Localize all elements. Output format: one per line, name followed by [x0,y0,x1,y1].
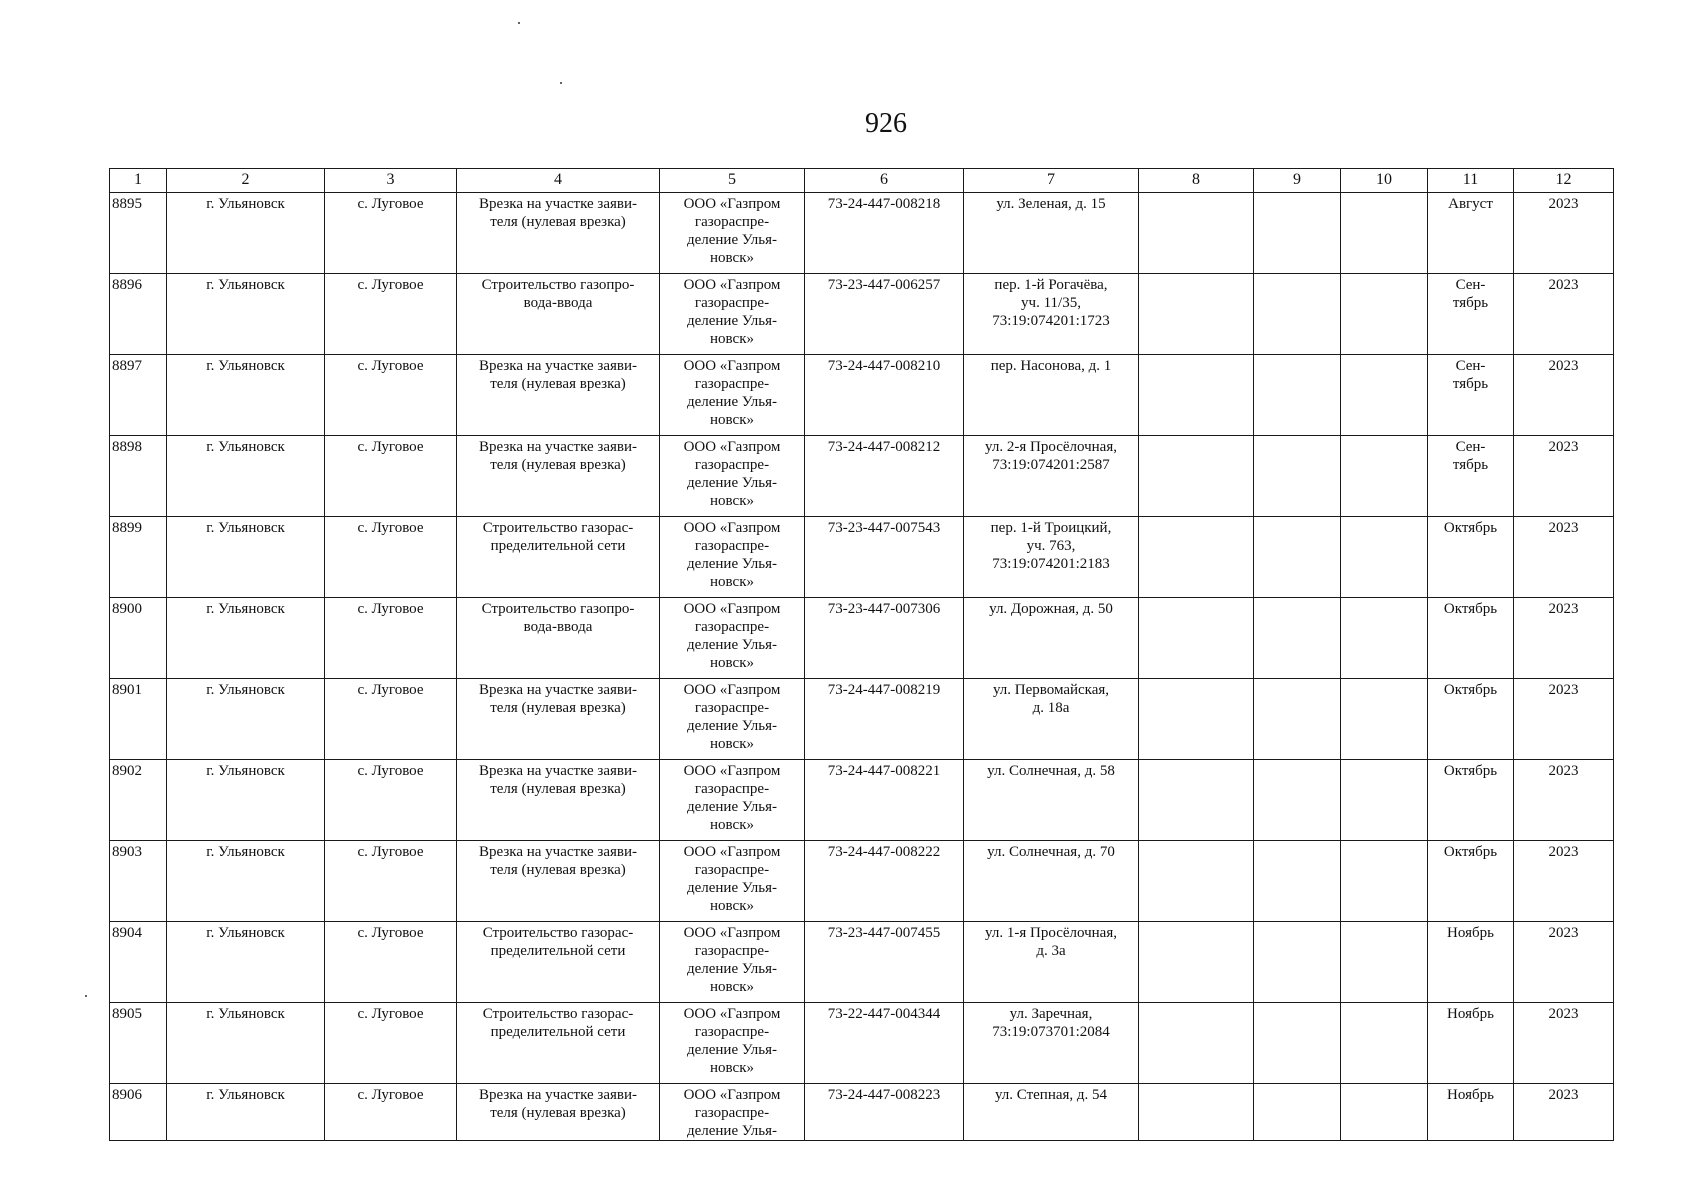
cell-year: 2023 [1514,193,1614,274]
cell-year: 2023 [1514,679,1614,760]
cell-col-10 [1341,274,1428,355]
cell-col-9 [1254,760,1341,841]
cell-address: ул. Зеленая, д. 15 [964,193,1139,274]
cell-work-type: Строительство газорас- пределительной сети [457,922,660,1003]
cell-month: Сен- тябрь [1428,274,1514,355]
cell-settlement: с. Луговое [325,1084,457,1141]
cell-col-8 [1139,679,1254,760]
table-row [110,1003,1614,1084]
cell-application-code: 73-22-447-004344 [805,1003,964,1084]
cell-application-code: 73-24-447-008221 [805,760,964,841]
cell-col-9 [1254,436,1341,517]
table-row [110,274,1614,355]
cell-col-9 [1254,1003,1341,1084]
cell-col-10 [1341,598,1428,679]
cell-month: Ноябрь [1428,1084,1514,1141]
cell-col-8 [1139,517,1254,598]
column-header: 8 [1139,169,1254,193]
cell-col-9 [1254,355,1341,436]
cell-col-9 [1254,922,1341,1003]
column-header: 3 [325,169,457,193]
cell-city: г. Ульяновск [167,922,325,1003]
cell-year: 2023 [1514,1003,1614,1084]
cell-city: г. Ульяновск [167,679,325,760]
cell-address: пер. 1-й Троицкий, уч. 763, 73:19:074201:2183 [964,517,1139,598]
column-header: 7 [964,169,1139,193]
table-row [110,598,1614,679]
cell-organization: ООО «Газпром газораспре- деление Улья- новск» [660,193,805,274]
column-header: 11 [1428,169,1514,193]
cell-month: Ноябрь [1428,922,1514,1003]
table-row [110,679,1614,760]
cell-row-number: 8903 [110,841,167,922]
cell-city: г. Ульяновск [167,436,325,517]
column-number-row [110,169,1614,193]
cell-col-10 [1341,760,1428,841]
cell-settlement: с. Луговое [325,841,457,922]
cell-city: г. Ульяновск [167,193,325,274]
cell-row-number: 8898 [110,436,167,517]
cell-work-type: Врезка на участке заяви- теля (нулевая врезка) [457,1084,660,1141]
cell-col-10 [1341,193,1428,274]
cell-col-8 [1139,598,1254,679]
column-header: 6 [805,169,964,193]
cell-organization: ООО «Газпром газораспре- деление Улья- новск» [660,760,805,841]
cell-address: ул. Солнечная, д. 70 [964,841,1139,922]
cell-col-9 [1254,1084,1341,1141]
cell-work-type: Строительство газопро- вода-ввода [457,274,660,355]
cell-month: Октябрь [1428,598,1514,679]
cell-col-10 [1341,679,1428,760]
cell-organization: ООО «Газпром газораспре- деление Улья- [660,1084,805,1141]
cell-row-number: 8906 [110,1084,167,1141]
cell-settlement: с. Луговое [325,1003,457,1084]
cell-city: г. Ульяновск [167,274,325,355]
cell-work-type: Врезка на участке заяви- теля (нулевая врезка) [457,355,660,436]
cell-col-9 [1254,841,1341,922]
cell-work-type: Врезка на участке заяви- теля (нулевая врезка) [457,436,660,517]
cell-settlement: с. Луговое [325,193,457,274]
cell-year: 2023 [1514,436,1614,517]
cell-address: ул. Первомайская, д. 18а [964,679,1139,760]
cell-month: Октябрь [1428,679,1514,760]
cell-col-8 [1139,922,1254,1003]
cell-year: 2023 [1514,355,1614,436]
cell-application-code: 73-24-447-008212 [805,436,964,517]
cell-application-code: 73-23-447-007455 [805,922,964,1003]
table-row [110,922,1614,1003]
cell-col-9 [1254,679,1341,760]
cell-col-10 [1341,436,1428,517]
table-row [110,436,1614,517]
cell-organization: ООО «Газпром газораспре- деление Улья- новск» [660,922,805,1003]
cell-col-8 [1139,355,1254,436]
cell-col-8 [1139,841,1254,922]
cell-row-number: 8902 [110,760,167,841]
cell-application-code: 73-23-447-007543 [805,517,964,598]
cell-address: пер. Насонова, д. 1 [964,355,1139,436]
cell-year: 2023 [1514,517,1614,598]
cell-month: Август [1428,193,1514,274]
scan-speck [85,995,87,997]
cell-settlement: с. Луговое [325,355,457,436]
cell-application-code: 73-24-447-008222 [805,841,964,922]
cell-col-10 [1341,841,1428,922]
scan-speck [560,82,562,84]
cell-month: Ноябрь [1428,1003,1514,1084]
table-row [110,760,1614,841]
cell-city: г. Ульяновск [167,760,325,841]
cell-city: г. Ульяновск [167,517,325,598]
cell-organization: ООО «Газпром газораспре- деление Улья- новск» [660,355,805,436]
cell-row-number: 8901 [110,679,167,760]
cell-row-number: 8905 [110,1003,167,1084]
cell-col-8 [1139,760,1254,841]
cell-settlement: с. Луговое [325,760,457,841]
cell-year: 2023 [1514,1084,1614,1141]
cell-row-number: 8895 [110,193,167,274]
cell-year: 2023 [1514,598,1614,679]
cell-organization: ООО «Газпром газораспре- деление Улья- новск» [660,598,805,679]
cell-organization: ООО «Газпром газораспре- деление Улья- новск» [660,1003,805,1084]
cell-city: г. Ульяновск [167,1084,325,1141]
cell-application-code: 73-24-447-008218 [805,193,964,274]
cell-col-9 [1254,598,1341,679]
cell-organization: ООО «Газпром газораспре- деление Улья- новск» [660,679,805,760]
cell-work-type: Врезка на участке заяви- теля (нулевая врезка) [457,193,660,274]
cell-year: 2023 [1514,922,1614,1003]
table-row [110,193,1614,274]
cell-settlement: с. Луговое [325,598,457,679]
cell-col-8 [1139,274,1254,355]
cell-col-9 [1254,193,1341,274]
table-row [110,1084,1614,1141]
cell-month: Октябрь [1428,841,1514,922]
cell-application-code: 73-24-447-008219 [805,679,964,760]
cell-month: Сен- тябрь [1428,436,1514,517]
cell-address: ул. 1-я Просёлочная, д. 3а [964,922,1139,1003]
cell-work-type: Врезка на участке заяви- теля (нулевая врезка) [457,841,660,922]
cell-settlement: с. Луговое [325,436,457,517]
cell-year: 2023 [1514,274,1614,355]
cell-col-10 [1341,1003,1428,1084]
table-body [110,193,1614,1141]
column-header: 9 [1254,169,1341,193]
table-row [110,841,1614,922]
cell-work-type: Строительство газорас- пределительной сети [457,1003,660,1084]
cell-year: 2023 [1514,760,1614,841]
column-header: 5 [660,169,805,193]
scan-speck [518,22,520,24]
cell-address: ул. 2-я Просёлочная, 73:19:074201:2587 [964,436,1139,517]
cell-application-code: 73-24-447-008210 [805,355,964,436]
cell-work-type: Строительство газорас- пределительной сети [457,517,660,598]
registry-table [109,168,1614,1141]
cell-settlement: с. Луговое [325,679,457,760]
cell-col-10 [1341,1084,1428,1141]
cell-row-number: 8897 [110,355,167,436]
cell-work-type: Врезка на участке заяви- теля (нулевая врезка) [457,679,660,760]
cell-organization: ООО «Газпром газораспре- деление Улья- новск» [660,841,805,922]
cell-month: Октябрь [1428,517,1514,598]
cell-settlement: с. Луговое [325,517,457,598]
cell-col-10 [1341,517,1428,598]
page-number: 926 [865,108,907,139]
cell-address: ул. Заречная, 73:19:073701:2084 [964,1003,1139,1084]
column-header: 1 [110,169,167,193]
cell-row-number: 8896 [110,274,167,355]
cell-application-code: 73-23-447-007306 [805,598,964,679]
cell-col-8 [1139,1084,1254,1141]
cell-month: Сен- тябрь [1428,355,1514,436]
cell-month: Октябрь [1428,760,1514,841]
cell-row-number: 8900 [110,598,167,679]
cell-row-number: 8899 [110,517,167,598]
cell-col-9 [1254,274,1341,355]
column-header: 2 [167,169,325,193]
column-header: 4 [457,169,660,193]
cell-city: г. Ульяновск [167,598,325,679]
cell-col-8 [1139,436,1254,517]
cell-col-8 [1139,1003,1254,1084]
cell-col-10 [1341,922,1428,1003]
cell-settlement: с. Луговое [325,922,457,1003]
cell-address: ул. Солнечная, д. 58 [964,760,1139,841]
table-row [110,355,1614,436]
cell-address: ул. Степная, д. 54 [964,1084,1139,1141]
table-row [110,517,1614,598]
cell-col-10 [1341,355,1428,436]
column-header: 10 [1341,169,1428,193]
cell-organization: ООО «Газпром газораспре- деление Улья- новск» [660,436,805,517]
cell-address: ул. Дорожная, д. 50 [964,598,1139,679]
cell-application-code: 73-24-447-008223 [805,1084,964,1141]
cell-col-8 [1139,193,1254,274]
cell-organization: ООО «Газпром газораспре- деление Улья- новск» [660,517,805,598]
column-header: 12 [1514,169,1614,193]
cell-settlement: с. Луговое [325,274,457,355]
cell-address: пер. 1-й Рогачёва, уч. 11/35, 73:19:074201:1723 [964,274,1139,355]
cell-application-code: 73-23-447-006257 [805,274,964,355]
cell-work-type: Строительство газопро- вода-ввода [457,598,660,679]
cell-row-number: 8904 [110,922,167,1003]
cell-city: г. Ульяновск [167,841,325,922]
cell-city: г. Ульяновск [167,1003,325,1084]
cell-work-type: Врезка на участке заяви- теля (нулевая врезка) [457,760,660,841]
cell-organization: ООО «Газпром газораспре- деление Улья- новск» [660,274,805,355]
cell-city: г. Ульяновск [167,355,325,436]
cell-col-9 [1254,517,1341,598]
cell-year: 2023 [1514,841,1614,922]
